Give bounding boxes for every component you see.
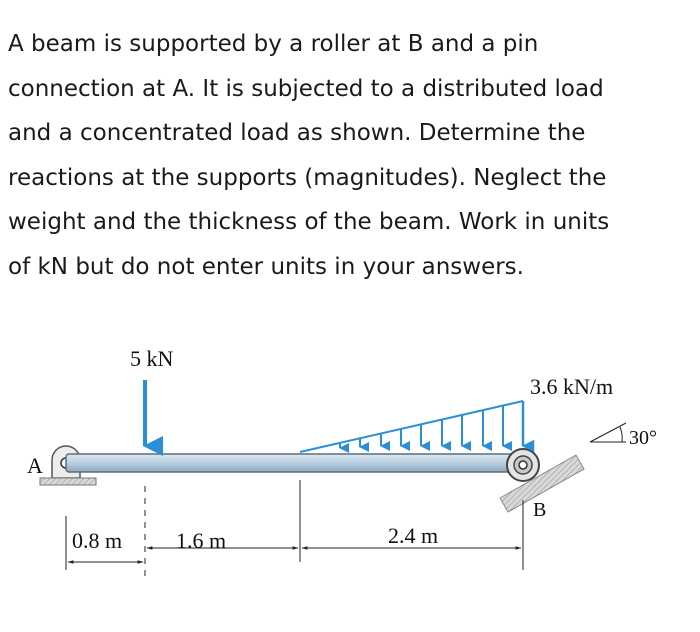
problem-line-5: weight and the thickness of the beam. Work in units: [8, 209, 610, 235]
problem-statement: [8, 22, 694, 289]
angle-label: 30°: [629, 427, 657, 449]
dim-0-8m-label: 0.8 m: [72, 528, 123, 553]
distributed-load-label: 3.6 kN/m: [530, 374, 614, 399]
problem-line-1: A beam is supported by a roller at B and a pin: [8, 31, 539, 57]
problem-line-2: connection at A. It is subjected to a distributed load: [8, 75, 604, 102]
problem-line-4: reactions at the supports (magnitudes). Neglect the: [8, 164, 607, 191]
support-b-label: B: [533, 499, 547, 521]
beam-diagram: [0, 330, 700, 630]
support-a-label: A: [27, 453, 43, 478]
beam: [66, 454, 524, 472]
incline-angle-indicator: [590, 423, 626, 442]
point-load-label: 5 kN: [130, 346, 174, 371]
dim-2-4m-label: 2.4 m: [388, 523, 439, 548]
dimension-lines: [66, 480, 523, 582]
distributed-load: [300, 401, 523, 452]
problem-line-6: of kN but do not enter units in your answers.: [8, 253, 524, 280]
dim-1-6m-label: 1.6 m: [176, 528, 227, 553]
problem-line-3: and a concentrated load as shown. Determine the: [8, 120, 586, 146]
